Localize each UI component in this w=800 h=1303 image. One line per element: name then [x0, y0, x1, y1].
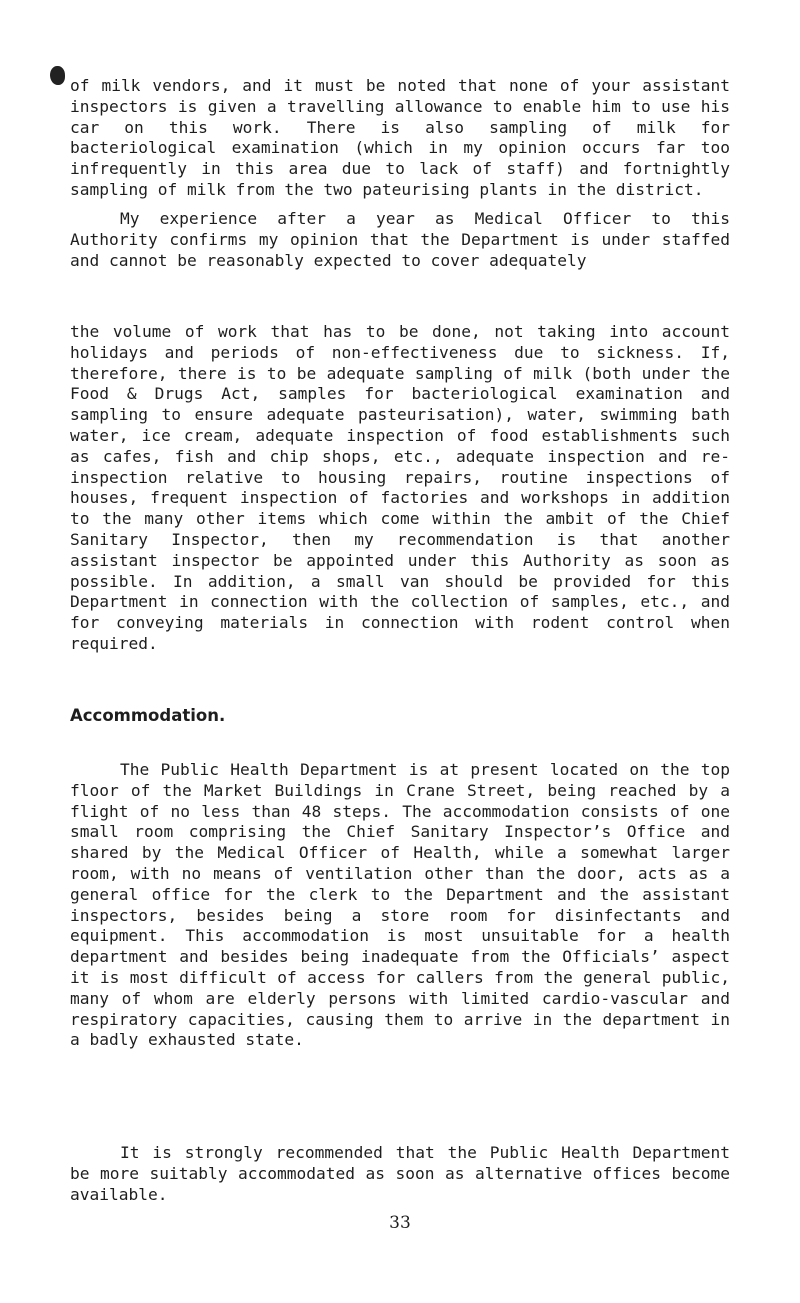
- paragraph-experience: My experience after a year as Medical Officer to this Authority confirms my opinion that the Department is under staffed and cannot be reasonably expected to cover adequately: [70, 209, 730, 270]
- page-number: 33: [389, 1213, 411, 1233]
- paragraph-recommendation: It is strongly recommended that the Public Health Department be more suitably accommodated as soon as alternative offices become available.: [70, 1143, 730, 1204]
- section-heading-accommodation: Accommodation.: [70, 706, 226, 725]
- paragraph-milk-sampling: of milk vendors, and it must be noted that none of your assistant inspectors is given a travelling allowance to enable him to use his car on this work. There is also sampling of milk for bacteriological examination (which in my opinion occurs far too infrequently in this area due to lack of staff) and fortnightly sampling of milk from the two pateurising plants in the district.: [70, 76, 730, 199]
- paragraph-volume-of-work: the volume of work that has to be done, not taking into account holidays and periods of non-effectiveness due to sickness. If, therefore, there is to be adequate sampling of milk (both under the Food & Drugs Act, samples for bacteriological examination and sampling to ensure adequate pasteurisation), water, swimming bath water, ice cream, adequate inspection of food establishments such as cafes, fish and chip shops, etc., adequate inspection and re-inspection relative to housing repairs, routine inspections of houses, frequent inspection of factories and workshops in addition to the many other items which come within the ambit of the Chief Sanitary Inspector, then my recommendation is that another assistant inspector be appointed under this Authority as soon as possible. In addition, a small van should be provided for this Department in connection with the collection of samples, etc., and for conveying materials in connection with rodent control when required.: [70, 322, 730, 653]
- ink-blot-mark: [50, 66, 65, 85]
- paragraph-accommodation: The Public Health Department is at present located on the top floor of the Market Buildings in Crane Street, being reached by a flight of no less than 48 steps. The accommodation consists of one small room comprising the Chief Sanitary Inspector’s Office and shared by the Medical Officer of Health, while a somewhat larger room, with no means of ventilation other than the door, acts as a general office for the clerk to the Department and the assistant inspectors, besides being a store room for disinfectants and equipment. This accommodation is most unsuitable for a health department and besides being inadequate from the Officials’ aspect it is most difficult of access for callers from the general public, many of whom are elderly persons with limited cardio-vascular and respiratory capacities, causing them to arrive in the department in a badly exhausted state.: [70, 760, 730, 1050]
